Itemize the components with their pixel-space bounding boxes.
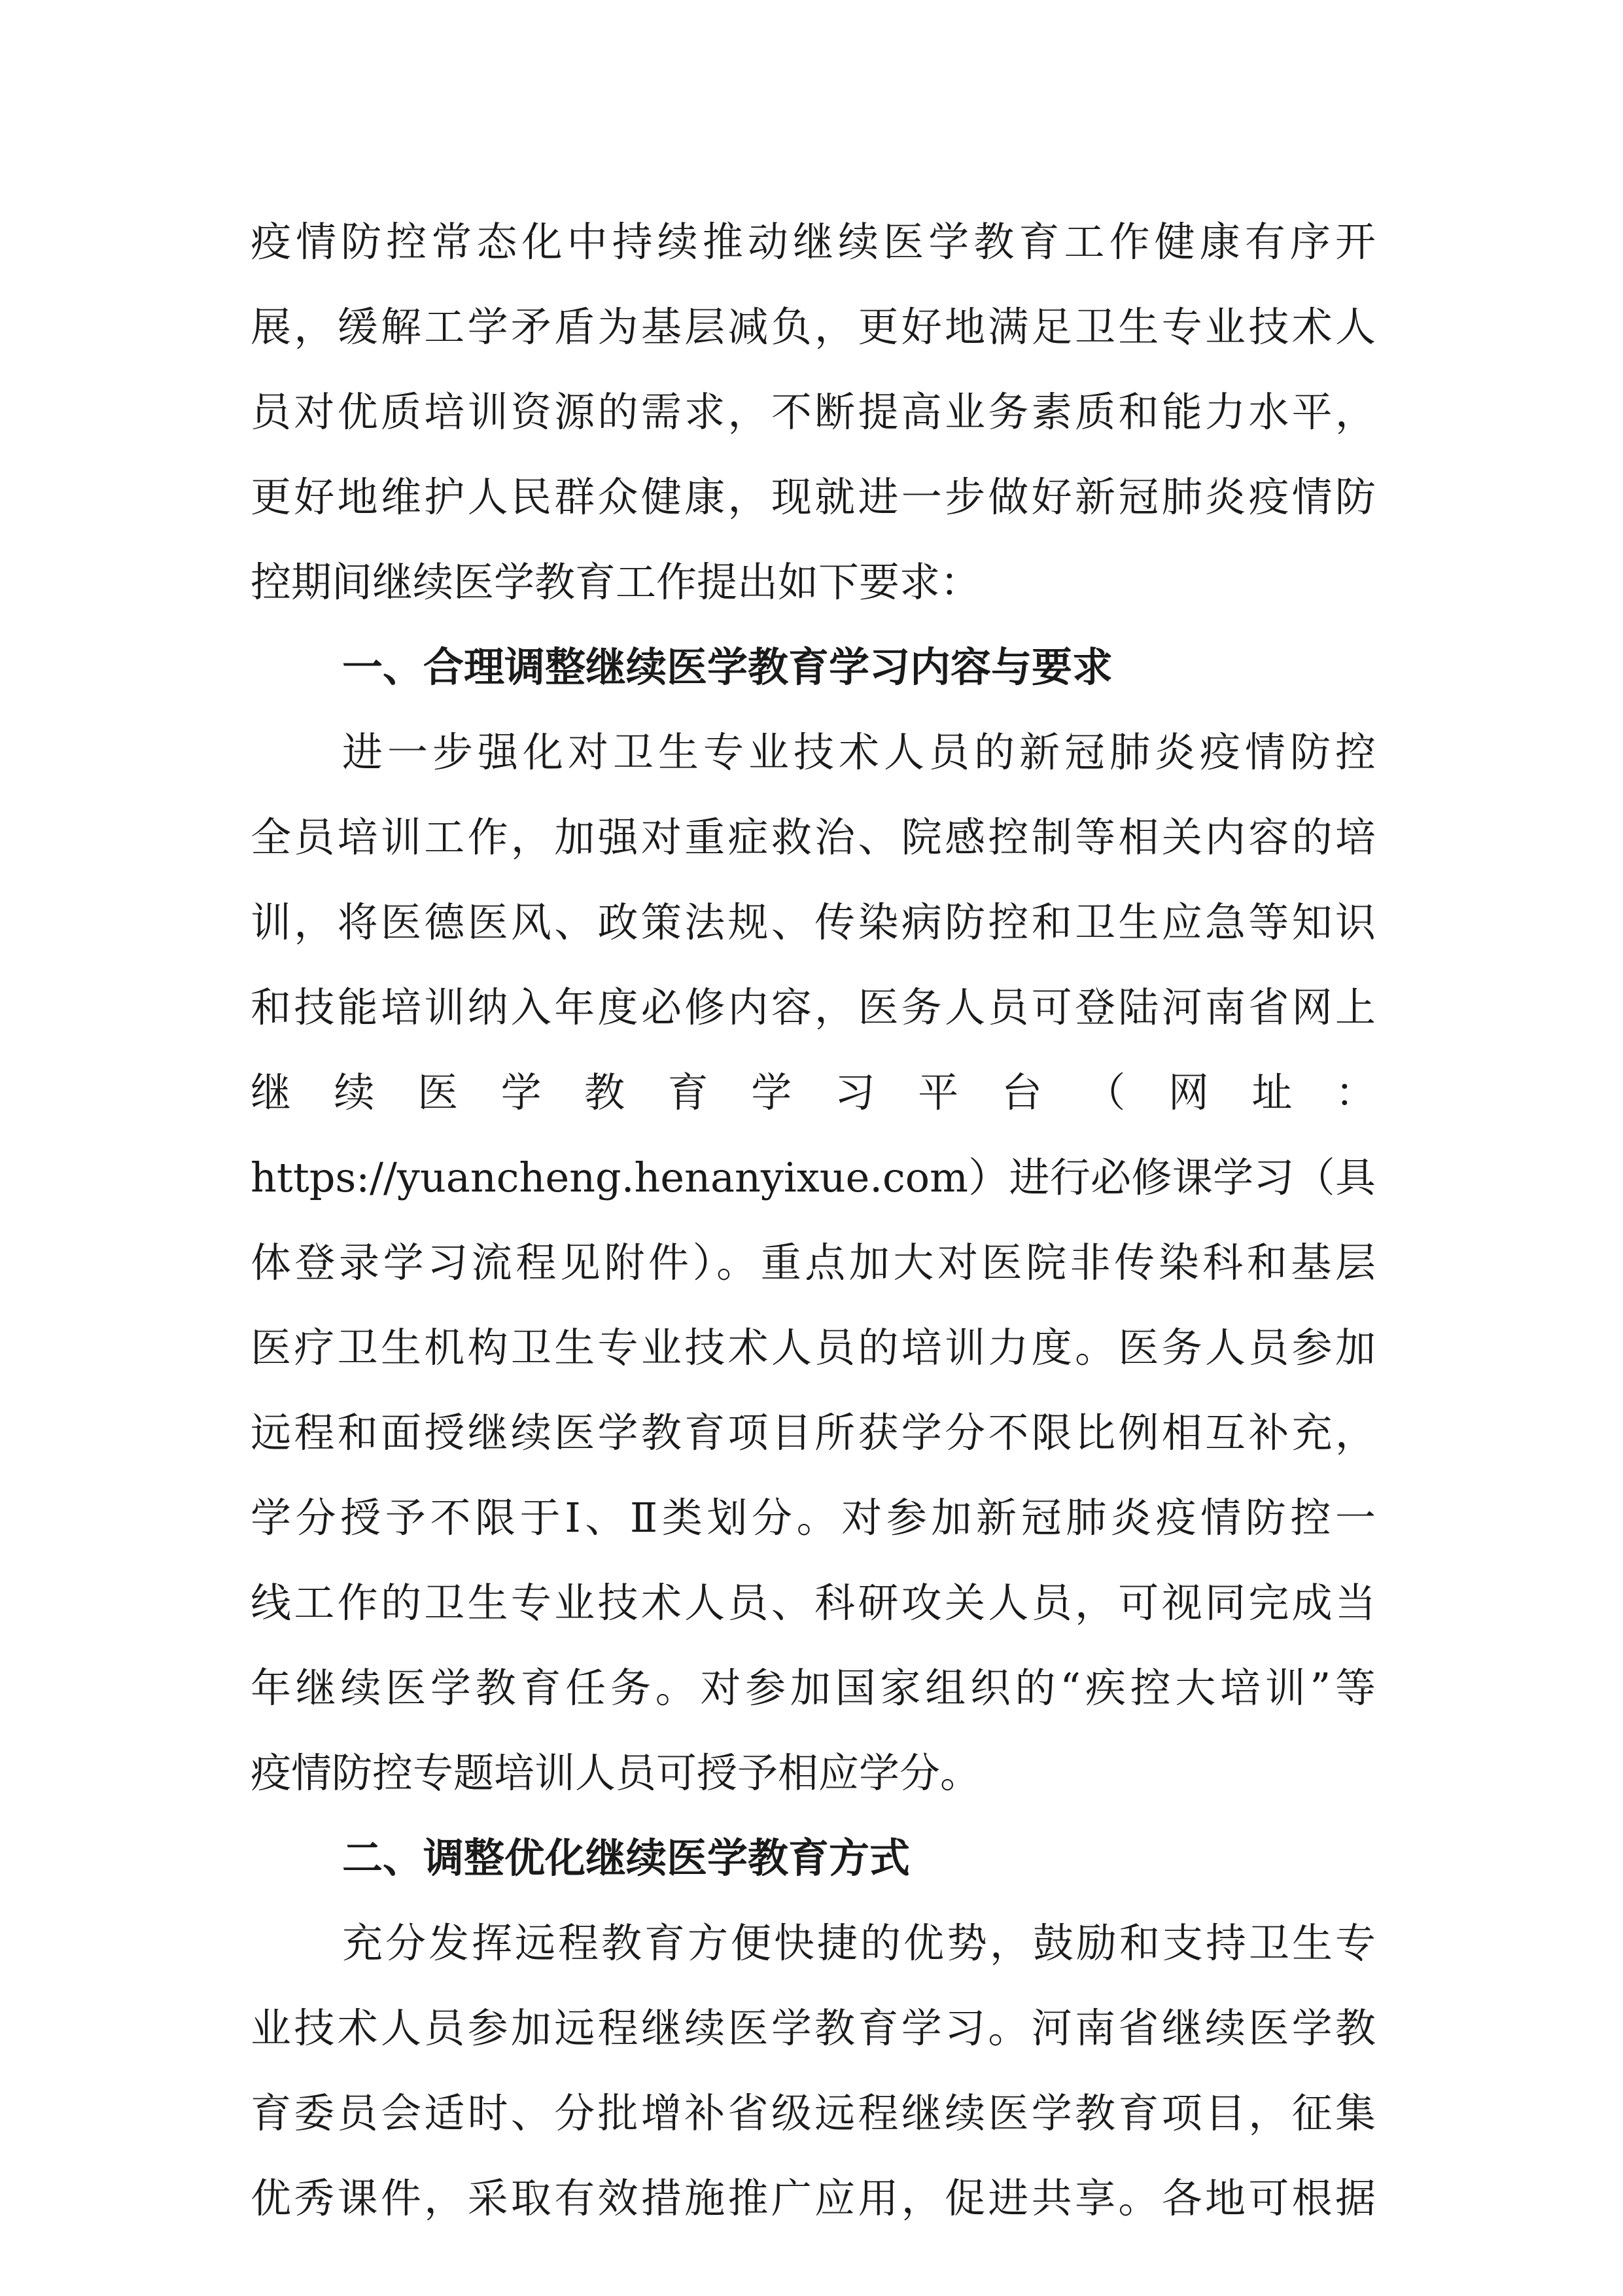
body-text-line: 展，缓解工学矛盾为基层减负，更好地满足卫生专业技术人 — [251, 303, 1376, 351]
body-text-line: 远程和面授继续医学教育项目所获学分不限比例相互补充， — [251, 1409, 1376, 1457]
body-text-line: 年继续医学教育任务。对参加国家组织的“疾控大培训”等 — [251, 1664, 1376, 1712]
section-heading-2: 二、调整优化继续医学教育方式 — [342, 1834, 911, 1882]
body-text-line: 育委员会适时、分批增补省级远程继续医学教育项目，征集 — [251, 2089, 1376, 2137]
body-text-line: 更好地维护人民群众健康，现就进一步做好新冠肺炎疫情防 — [251, 473, 1376, 521]
body-text-line: 和技能培训纳入年度必修内容，医务人员可登陆河南省网上 — [251, 983, 1376, 1031]
body-text-line: 全员培训工作，加强对重症救治、院感控制等相关内容的培 — [251, 813, 1376, 861]
body-text-line: 业技术人员参加远程继续医学教育学习。河南省继续医学教 — [251, 2004, 1376, 2052]
body-text-line: 充分发挥远程教育方便快捷的优势，鼓励和支持卫生专 — [342, 1919, 1376, 1967]
body-text-line: 训，将医德医风、政策法规、传染病防控和卫生应急等知识 — [251, 898, 1376, 946]
body-text-line: 员对优质培训资源的需求，不断提高业务素质和能力水平， — [251, 388, 1376, 436]
body-text-line: 控期间继续医学教育工作提出如下要求： — [251, 558, 981, 606]
body-text-line: 优秀课件，采取有效措施推广应用，促进共享。各地可根据 — [251, 2174, 1376, 2222]
body-text-line: 进一步强化对卫生专业技术人员的新冠肺炎疫情防控 — [342, 728, 1376, 776]
body-text-line: 医疗卫生机构卫生专业技术人员的培训力度。医务人员参加 — [251, 1324, 1376, 1371]
body-text-line: 学分授予不限于Ⅰ、Ⅱ类划分。对参加新冠肺炎疫情防控一 — [251, 1494, 1376, 1542]
body-text-line: 线工作的卫生专业技术人员、科研攻关人员，可视同完成当 — [251, 1579, 1376, 1627]
body-text-line: 疫情防控专题培训人员可授予相应学分。 — [251, 1749, 981, 1797]
body-text-line: 体登录学习流程见附件）。重点加大对医院非传染科和基层 — [251, 1239, 1376, 1286]
body-text-line: 疫情防控常态化中持续推动继续医学教育工作健康有序开 — [251, 218, 1376, 266]
body-text-line: 继续医学教育学习平台（网址： — [251, 1069, 1376, 1116]
url-text-line: https://yuancheng.henanyixue.com）进行必修课学习（具 — [251, 1154, 1376, 1201]
section-heading-1: 一、合理调整继续医学教育学习内容与要求 — [342, 643, 1113, 691]
